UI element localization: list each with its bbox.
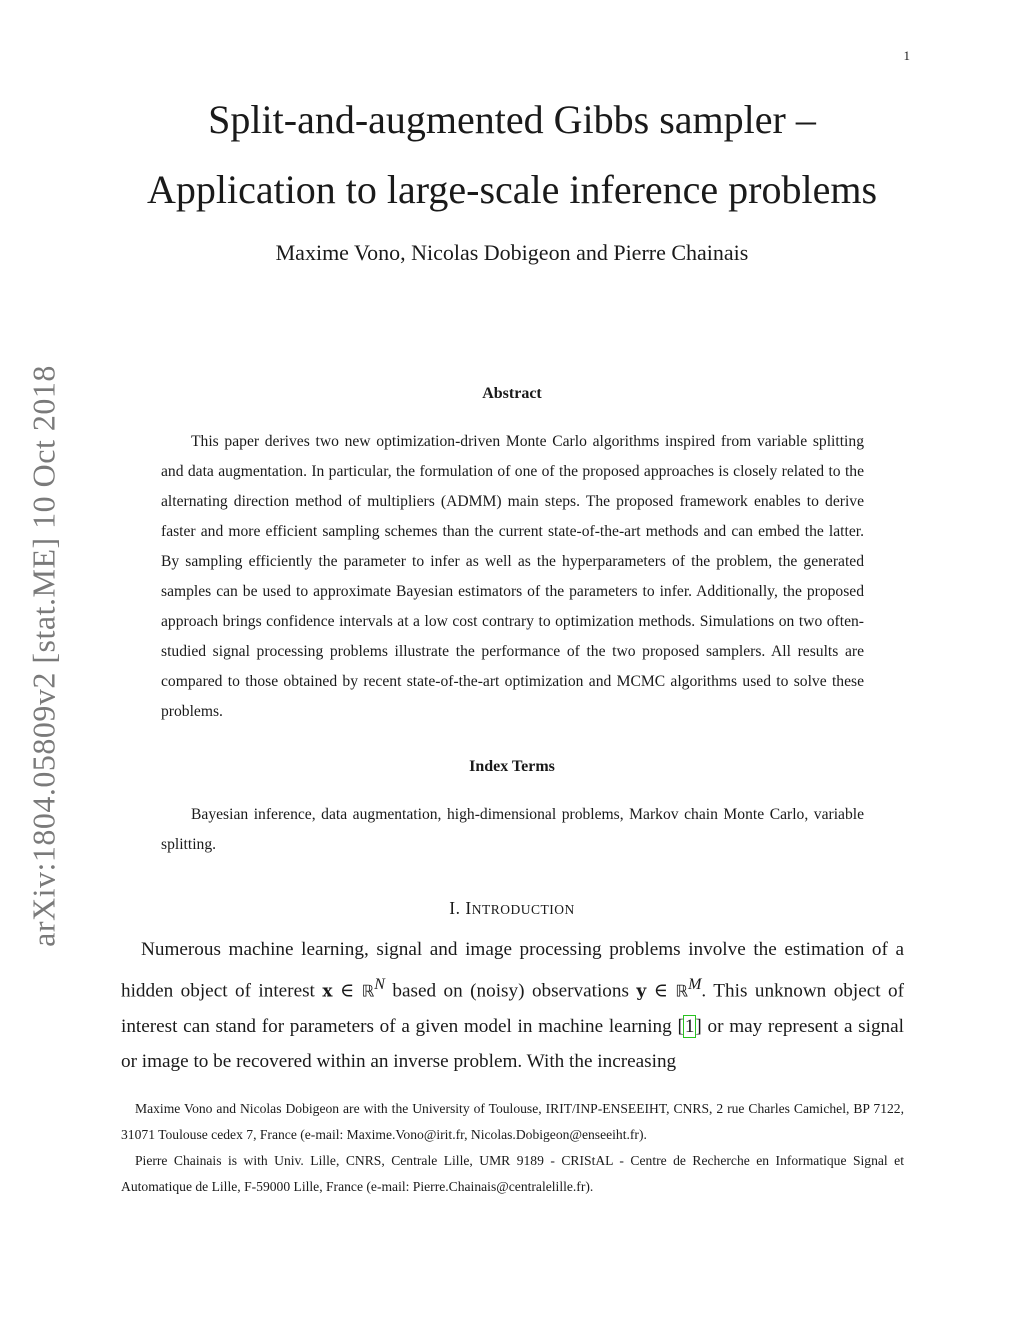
element-of-symbol: ∈ <box>339 980 355 1002</box>
page-number: 1 <box>903 48 910 63</box>
introduction-heading <box>0 898 1024 919</box>
index-terms-heading: Index Terms <box>469 758 555 775</box>
real-numbers-symbol: ℝ <box>361 981 375 1001</box>
dim-M: M <box>688 976 702 993</box>
intro-text-4: or may represent a signal or image to be recovered within an inverse problem. With the increasing <box>121 1016 904 1073</box>
paper-title-line-1: Split-and-augmented Gibbs sampler – <box>208 97 816 142</box>
section-numeral: I. <box>449 898 461 918</box>
footnotes <box>121 1096 904 1200</box>
citation-close: ] <box>695 1016 702 1038</box>
element-of-symbol-2: ∈ <box>653 980 668 1002</box>
index-terms-text: Bayesian inference, data augmentation, high-dimensional problems, Markov chain Monte Carlo, variable splitting. <box>161 806 864 853</box>
intro-text-3: . This unknown object of interest can stand for parameters of a given model in machine learning <box>121 980 905 1038</box>
citation-open: [ <box>677 1016 684 1038</box>
footnote-affiliation-1: Maxime Vono and Nicolas Dobigeon are with the University of Toulouse, IRIT/INP-ENSEEIHT, CNRS, 2 rue Charles Camichel, BP 7122, 31071 Toulouse cedex 7, France (e-mail: Maxime.Vono@irit.fr, Nicolas.Dobigeon@enseeiht.fr). <box>121 1101 904 1142</box>
intro-text-1: Numerous machine learning, signal and image processing problems involve the estimation of a hidden object of interest <box>121 939 904 1002</box>
abstract-text: This paper derives two new optimization-driven Monte Carlo algorithms inspired from variable splitting and data augmentation. In particular, the formulation of one of the proposed approaches is closely related to the alternating direction method of multipliers (ADMM) main steps. The proposed framework enables to derive faster and more efficient sampling schemes than the current state-of-the-art methods and can embed the latter. By sampling efficiently the parameter to infer as well as the hyperparameters of the problem, the generated samples can be used to approximate Bayesian estimators of the parameters to infer. Additionally, the proposed approach brings confidence intervals at a low cost contrary to optimization methods. Simulations on two often-studied signal processing problems illustrate the performance of the two proposed samplers. All results are compared to those obtained by recent state-of-the-art optimization and MCMC algorithms used to solve these problems. <box>161 433 864 720</box>
dim-N: N <box>374 976 385 993</box>
section-title-initial: I <box>465 898 472 918</box>
section-title-rest: NTRODUCTION <box>471 902 575 917</box>
abstract-heading: Abstract <box>482 385 542 402</box>
arxiv-identifier-stamp: arXiv:1804.05809v2 [stat.ME] 10 Oct 2018 <box>25 365 62 947</box>
var-x: x <box>322 981 333 1002</box>
introduction-paragraph <box>121 932 904 1079</box>
authors: Maxime Vono, Nicolas Dobigeon and Pierre Chainais <box>275 240 749 265</box>
paper-title-line-2: Application to large-scale inference problems <box>146 167 878 212</box>
real-numbers-symbol-2: ℝ <box>675 981 689 1001</box>
footnote-affiliation-2: Pierre Chainais is with Univ. Lille, CNRS, Centrale Lille, UMR 9189 - CRIStAL - Centre de Recherche en Informatique Signal et Automatique de Lille, F-59000 Lille, France (e-mail: Pierre.Chainais@centralelille.fr). <box>121 1153 904 1194</box>
citation-link-1[interactable]: 1 <box>684 1016 695 1038</box>
intro-text-2: based on (noisy) observations <box>384 980 637 1002</box>
var-y: y <box>636 981 647 1002</box>
